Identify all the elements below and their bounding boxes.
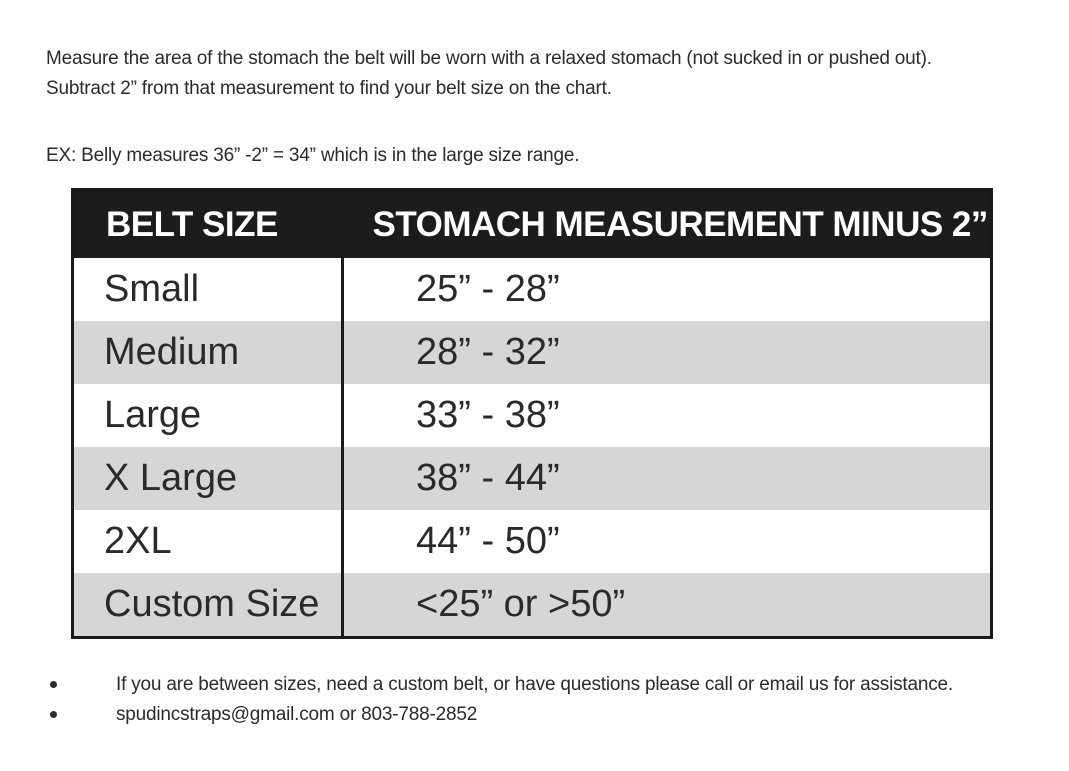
size-chart-table (71, 188, 993, 639)
example-text: EX: Belly measures 36” -2” = 34” which is in the large size range. (46, 145, 580, 166)
bullet-icon (50, 681, 57, 688)
measurement-cell: <25” or >50” (343, 573, 992, 638)
contact-text: spudincstraps@gmail.com or 803-788-2852 (116, 704, 478, 725)
measurement-cell: 25” - 28” (343, 258, 992, 321)
size-cell: 2XL (73, 510, 343, 573)
header-belt-size: BELT SIZE (73, 190, 343, 259)
size-cell: X Large (73, 447, 343, 510)
instructions (46, 44, 1046, 104)
header-stomach-measurement: STOMACH MEASUREMENT MINUS 2” (343, 190, 992, 259)
table-row (73, 510, 992, 573)
instruction-line-2: Subtract 2” from that measurement to find your belt size on the chart. (46, 78, 612, 99)
measurement-cell: 38” - 44” (343, 447, 992, 510)
table-row (73, 447, 992, 510)
measurement-cell: 44” - 50” (343, 510, 992, 573)
table-row (73, 321, 992, 384)
table-row (73, 384, 992, 447)
measurement-cell: 33” - 38” (343, 384, 992, 447)
notes-list (46, 670, 1046, 730)
measurement-cell: 28” - 32” (343, 321, 992, 384)
size-cell: Small (73, 258, 343, 321)
size-cell: Medium (73, 321, 343, 384)
size-cell: Custom Size (73, 573, 343, 638)
table-row (73, 258, 992, 321)
table-row (73, 573, 992, 638)
table-header-row (73, 190, 992, 259)
instruction-line-1: Measure the area of the stomach the belt will be worn with a relaxed stomach (not sucked in or pushed out). (46, 48, 932, 69)
list-item (46, 700, 1046, 730)
bullet-icon (50, 711, 57, 718)
size-cell: Large (73, 384, 343, 447)
note-text: If you are between sizes, need a custom belt, or have questions please call or email us for assistance. (116, 674, 953, 695)
list-item (46, 670, 1046, 700)
